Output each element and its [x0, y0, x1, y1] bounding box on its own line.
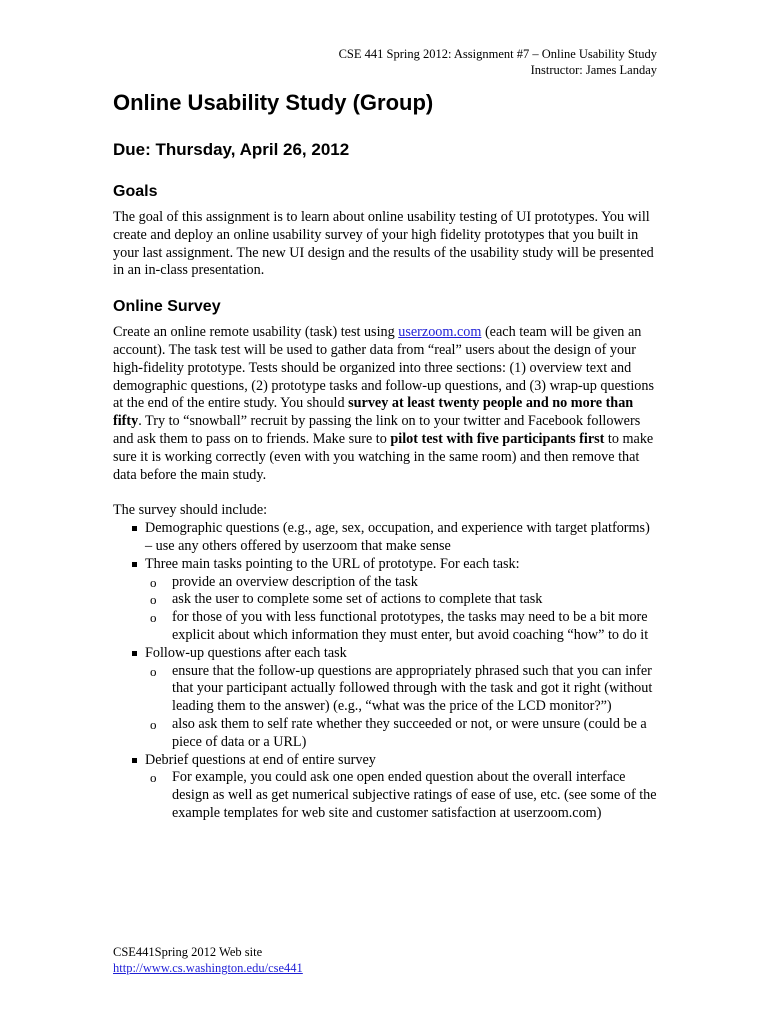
followup-sublist	[113, 663, 658, 752]
document-body	[113, 88, 658, 823]
sublist-item-text: for those of you with less functional prototypes, the tasks may need to be a bit more explicit about which information they must enter, but avoid coaching “how” to do it	[172, 609, 649, 643]
sublist-item-text: ask the user to complete some set of actions to complete that task	[172, 591, 543, 608]
survey-text-b: (each team will be given an account). The task test will be used to gather data from “real” users about the design of your high-fidelity prototype. Tests should be organized into three sections: (1) overview text and demographic questions, (2) prototype tasks and follow-up questions, and (3) wrap-up questions at the end of the entire study. You should	[113, 324, 654, 412]
sublist-item	[113, 769, 658, 822]
footer-website-link[interactable]: http://www.cs.washington.edu/cse441	[113, 961, 303, 975]
list-item	[113, 645, 658, 663]
sublist-item-text: For example, you could ask one open ended question about the overall interface design as well as get numerical subjective ratings of ease of use, etc. (see some of the example templates for web site and customer satisfaction at userzoom.com)	[172, 769, 657, 821]
sublist-item-text: also ask them to self rate whether they succeeded or not, or were unsure (could be a piece of data or a URL)	[172, 715, 647, 750]
circle-bullet-icon: o	[150, 770, 157, 786]
goals-heading: Goals	[113, 183, 158, 200]
sublist-item-text: provide an overview description of the task	[172, 573, 418, 590]
circle-bullet-icon: o	[150, 716, 157, 732]
survey-paragraph	[113, 324, 658, 484]
list-item-text: Follow-up questions after each task	[145, 644, 347, 661]
document-title: Online Usability Study (Group)	[113, 90, 434, 115]
sublist-item-text: ensure that the follow-up questions are appropriately phrased such that you can infer that your participant actually followed through with the task and got it right (without leading them to the answer) (e.g., “what was the price of the LCD monitor?”)	[172, 662, 653, 715]
sublist-item	[113, 591, 658, 609]
header-instructor-line: Instructor: James Landay	[530, 63, 657, 77]
circle-bullet-icon: o	[150, 592, 157, 608]
square-bullet-icon	[132, 651, 137, 656]
sublist-item	[113, 663, 658, 716]
survey-items-list-continued	[113, 645, 658, 663]
survey-text-c: . Try to “snowball” recruit by passing the link on to your twitter and Facebook followers and ask them to pass on to friends. Make sure to	[113, 413, 641, 447]
sublist-item	[113, 609, 658, 645]
list-item-text: Three main tasks pointing to the URL of prototype. For each task:	[145, 555, 520, 572]
goals-paragraph: The goal of this assignment is to learn about online usability testing of UI prototypes. You will create and deploy an online usability survey of your high fidelity prototypes that you built in your last assignment. The new UI design and the results of the usability study will be presented in an in-class presentation.	[113, 209, 654, 279]
list-item	[113, 752, 658, 770]
userzoom-link[interactable]: userzoom.com	[398, 324, 482, 341]
survey-text-d: to make sure it is working correctly (even with you watching in the same room) and then remove that data before the main study.	[113, 430, 654, 483]
survey-heading: Online Survey	[113, 298, 221, 316]
sublist-item	[113, 574, 658, 592]
survey-items-list	[113, 520, 658, 573]
circle-bullet-icon: o	[150, 663, 157, 679]
list-item-text: Demographic questions (e.g., age, sex, occupation, and experience with target platforms) – use any others offered by userzoom that make sense	[145, 520, 650, 554]
survey-items-list-end	[113, 752, 658, 770]
task-sublist	[113, 574, 658, 645]
survey-text-a: Create an online remote usability (task) test using	[113, 324, 399, 341]
circle-bullet-icon: o	[150, 610, 157, 626]
header-course-line: CSE 441 Spring 2012: Assignment #7 – Online Usability Study	[338, 47, 657, 61]
page-header	[339, 46, 657, 78]
list-item	[113, 520, 658, 556]
survey-bold-pilot: pilot test with five participants first	[390, 430, 605, 447]
sublist-item	[113, 716, 658, 752]
square-bullet-icon	[132, 758, 137, 763]
footer-site-label: CSE441Spring 2012 Web site	[113, 945, 263, 959]
page-footer	[113, 944, 303, 976]
survey-bold-participants: survey at least twenty people and no more than fifty	[113, 395, 634, 430]
due-date: Due: Thursday, April 26, 2012	[113, 140, 350, 159]
square-bullet-icon	[132, 526, 137, 531]
list-item	[113, 556, 658, 574]
include-intro: The survey should include:	[113, 502, 268, 519]
list-item-text: Debrief questions at end of entire survey	[145, 751, 376, 768]
debrief-sublist	[113, 769, 658, 822]
square-bullet-icon	[132, 562, 137, 567]
circle-bullet-icon: o	[150, 574, 157, 590]
